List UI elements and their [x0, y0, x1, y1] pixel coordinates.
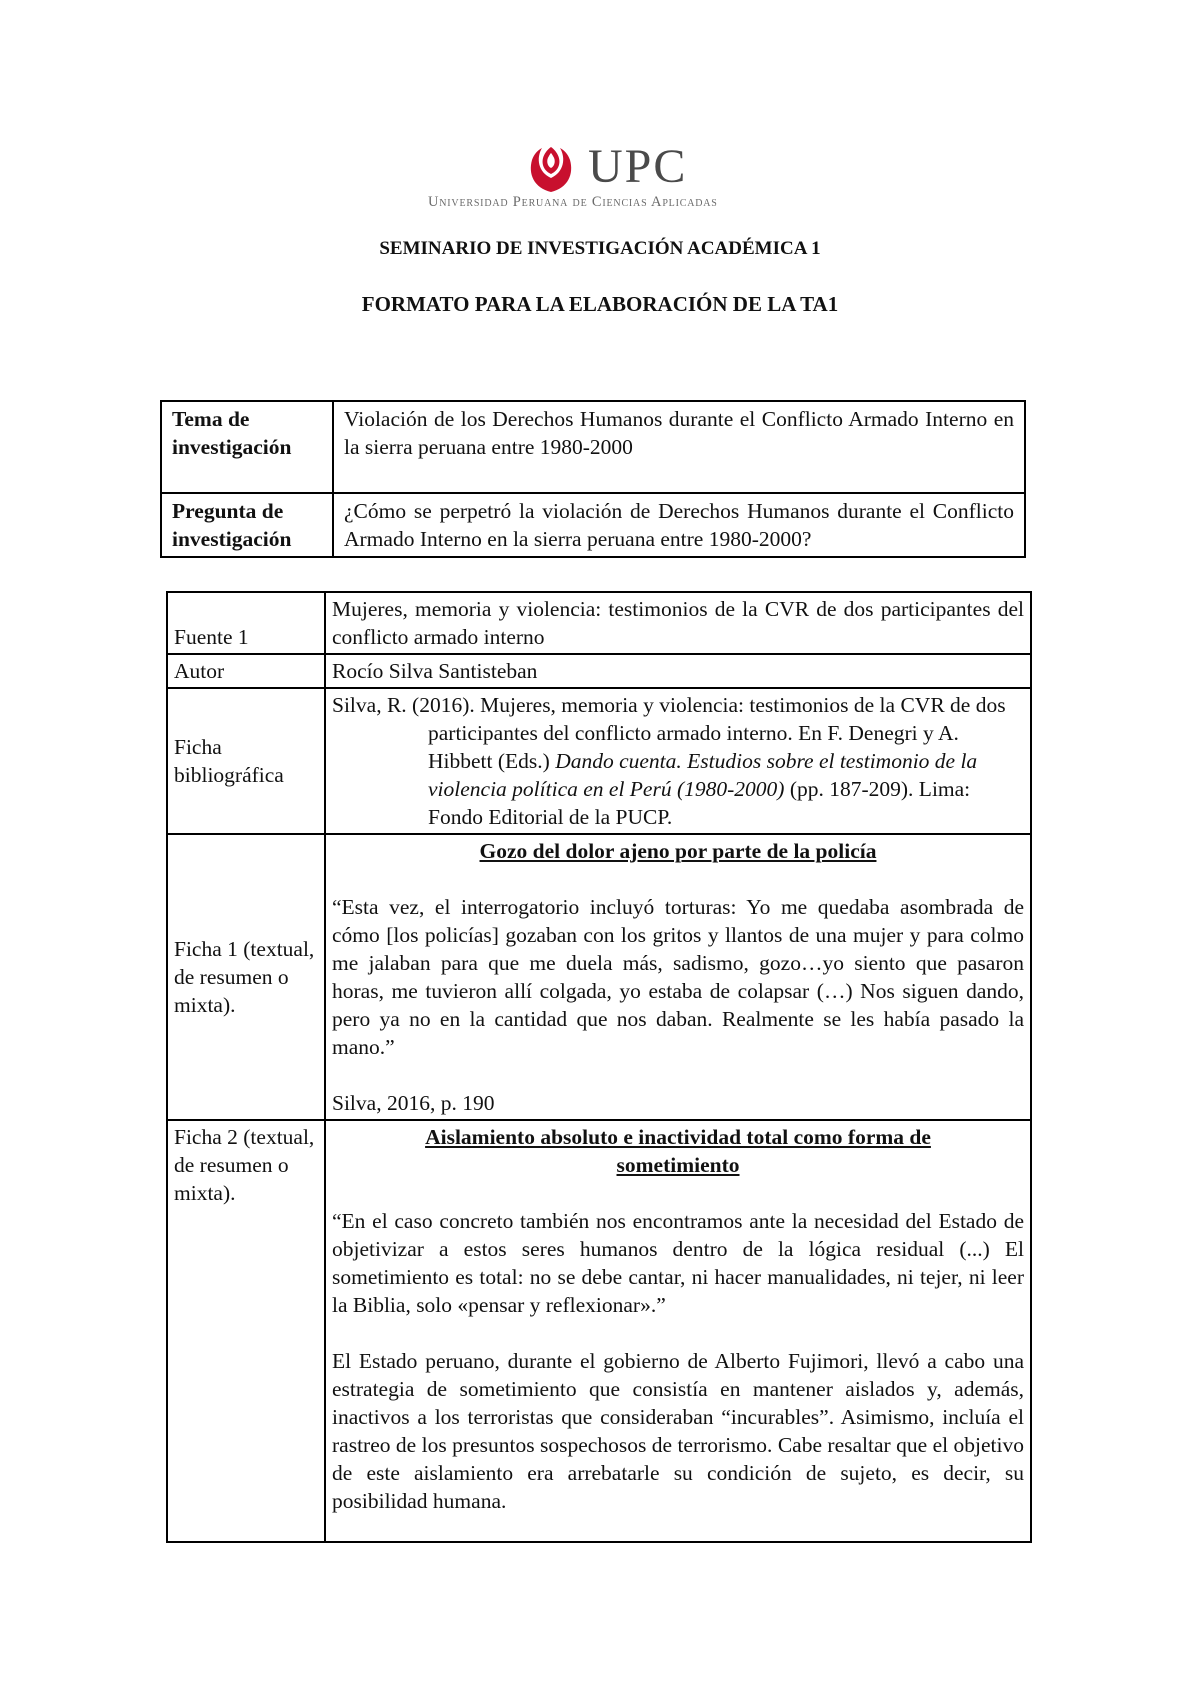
ficha1-row	[167, 834, 1031, 1120]
autor-row	[167, 654, 1031, 688]
format-title: FORMATO PARA LA ELABORACIÓN DE LA TA1	[361, 292, 839, 316]
upc-logo	[428, 138, 780, 210]
question-row	[161, 493, 1025, 557]
fuente-value: Mujeres, memoria y violencia: testimonios de la CVR de dos participantes del conflicto armado interno	[325, 592, 1031, 654]
upc-emblem-icon	[526, 144, 576, 194]
ficha-bib-label: Ficha bibliográfica	[167, 688, 325, 834]
topic-label: Tema de investigación	[161, 401, 333, 493]
ficha2-content	[325, 1120, 1031, 1542]
autor-value: Rocío Silva Santisteban	[325, 654, 1031, 688]
question-label: Pregunta de investigación	[161, 493, 333, 557]
ficha2-row	[167, 1120, 1031, 1542]
ficha2-quote: “En el caso concreto también nos encontramos ante la necesidad del Estado de objetivizar a estos seres humanos dentro de la lógica residual (...) El sometimiento es total: no se debe cantar, ni hacer manualidades, ni tejer, ni leer la Biblia, solo «pensar y reflexionar».”	[332, 1209, 1024, 1317]
seminar-title: SEMINARIO DE INVESTIGACIÓN ACADÉMICA 1	[379, 238, 821, 259]
ficha1-title: Gozo del dolor ajeno por parte de la policía	[479, 839, 877, 863]
topic-value: Violación de los Derechos Humanos durante el Conflicto Armado Interno en la sierra peruana entre 1980-2000	[333, 401, 1025, 493]
research-table	[160, 400, 1026, 558]
ficha2-summary: El Estado peruano, durante el gobierno de Alberto Fujimori, llevó a cabo una estrategia de sometimiento que consistía en mantener aislados y, además, inactivos a los terroristas que consideraban “incurables”. Asimismo, incluía el rastreo de los presuntos sospechosos de terrorismo. Cabe resaltar que el objetivo de este aislamiento era arrebatarle su condición de sujeto, es decir, su posibilidad humana.	[332, 1349, 1024, 1513]
source-table	[166, 591, 1032, 1543]
ficha1-quote: “Esta vez, el interrogatorio incluyó torturas: Yo me quedaba asombrada de cómo [los policías] gozaban con los gritos y llantos de una mujer y para colmo me jalaban para que me duela más, sadismo, gozo…yo siento que pasaron horas, me tuvieron allí colgada, yo estaba de colapsar (…) Nos siguen dando, pero ya no en la cantidad que nos daban. Realmente se les había pasado la mano.”	[332, 895, 1024, 1059]
ficha-bib-book-title: Dando cuenta. Estudios sobre el testimonio de la violencia política en el Perú (1980-2000)	[428, 749, 978, 801]
ficha1-citation: Silva, 2016, p. 190	[332, 1091, 495, 1115]
topic-row	[161, 401, 1025, 493]
ficha-bib-part1: Silva, R. (2016). Mujeres, memoria y violencia: testimonios de la CVR de dos participantes del conflicto armado interno. En F. Denegri y A. Hibbett (Eds.)	[332, 693, 1006, 773]
ficha-bib-part2: (pp. 187-209). Lima: Fondo Editorial de la PUCP.	[428, 777, 971, 829]
ficha1-content	[325, 834, 1031, 1120]
logo-name: UPC	[588, 140, 688, 193]
fuente-row	[167, 592, 1031, 654]
logo-subtitle: Universidad Peruana de Ciencias Aplicadas	[428, 194, 718, 210]
ficha1-label: Ficha 1 (textual, de resumen o mixta).	[167, 834, 325, 1120]
ficha-bibliografica-row	[167, 688, 1031, 834]
ficha2-label: Ficha 2 (textual, de resumen o mixta).	[167, 1120, 325, 1542]
ficha-bib-value	[325, 688, 1031, 834]
autor-label: Autor	[167, 654, 325, 688]
fuente-label: Fuente 1	[167, 592, 325, 654]
ficha2-title: Aislamiento absoluto e inactividad total como forma de sometimiento	[425, 1125, 931, 1177]
question-value: ¿Cómo se perpetró la violación de Derechos Humanos durante el Conflicto Armado Interno en la sierra peruana entre 1980-2000?	[333, 493, 1025, 557]
